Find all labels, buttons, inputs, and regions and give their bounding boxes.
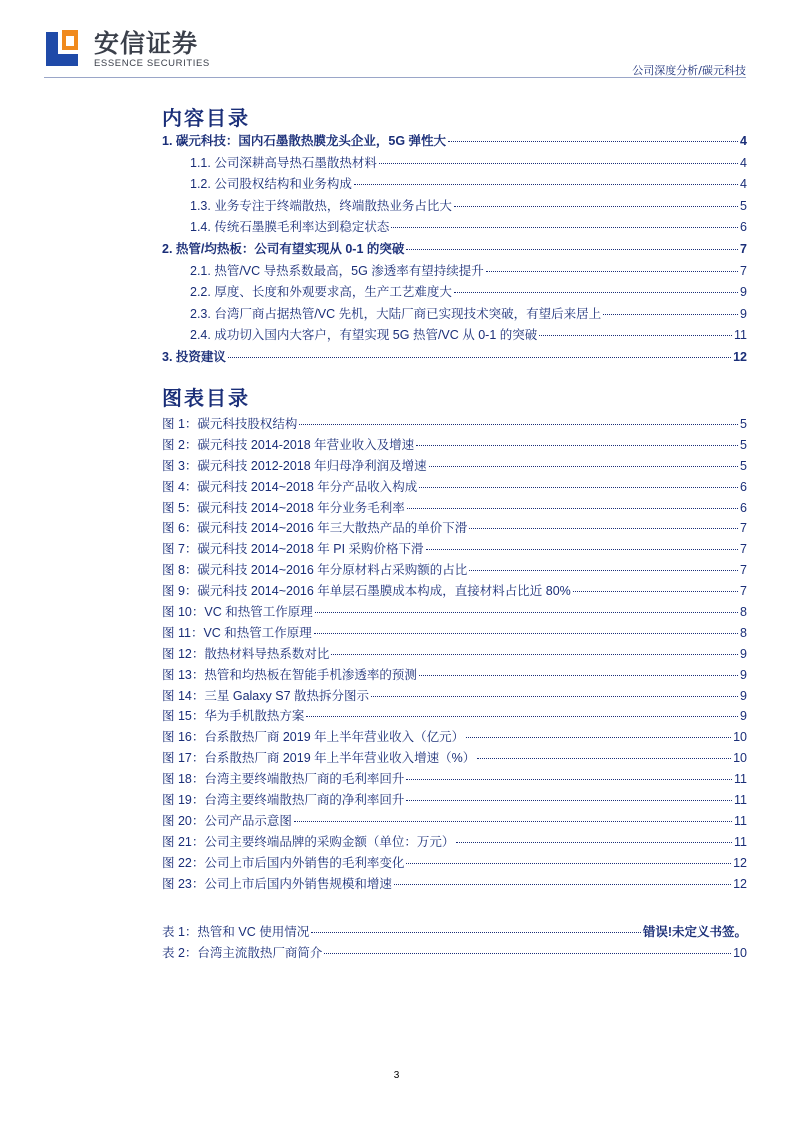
figure-label: 图 23：公司上市后国内外销售规模和增速: [162, 876, 392, 891]
dot-leader: [228, 357, 731, 358]
figure-label: 图 22：公司上市后国内外销售的毛利率变化: [162, 855, 405, 870]
figure-entry[interactable]: [162, 498, 747, 519]
dot-leader: [294, 821, 732, 822]
figure-entry[interactable]: [162, 748, 747, 769]
table-entry[interactable]: [162, 922, 747, 943]
figure-entry[interactable]: [162, 539, 747, 560]
dot-leader: [407, 508, 738, 509]
brand-name-en: ESSENCE SECURITIES: [94, 58, 210, 69]
toc-page-number: 12: [733, 349, 747, 364]
toc-entry[interactable]: [162, 261, 747, 283]
dot-leader: [448, 141, 738, 142]
figure-label: 图 1：碳元科技股权结构: [162, 417, 298, 431]
dot-leader: [406, 249, 738, 250]
toc-entry[interactable]: [162, 282, 747, 304]
toc-label: 2.4. 成功切入国内大客户，有望实现 5G 热管/VC 从 0-1 的突破: [190, 328, 538, 343]
figure-entry[interactable]: [162, 853, 747, 874]
dot-leader: [299, 424, 738, 425]
figure-label: 图 4：碳元科技 2014~2018 年分产品收入构成: [162, 479, 418, 494]
figure-entry[interactable]: [162, 414, 747, 435]
figure-label: 图 2：碳元科技 2014-2018 年营业收入及增速: [162, 437, 415, 452]
toc-page-number: 7: [740, 241, 747, 256]
toc-label: 1.1. 公司深耕高导热石墨散热材料: [190, 155, 377, 170]
figure-page-number: 7: [740, 584, 747, 599]
figure-page-number: 12: [733, 876, 747, 891]
figure-page-number: 5: [740, 417, 747, 431]
figure-entry[interactable]: [162, 727, 747, 748]
dot-leader: [324, 953, 731, 954]
toc-page-number: 9: [740, 306, 747, 321]
figure-page-number: 7: [740, 542, 747, 557]
figure-entry[interactable]: [162, 456, 747, 477]
figure-label: 图 12：散热材料导热系数对比: [162, 646, 330, 661]
toc-entry[interactable]: [162, 153, 747, 175]
essence-logo-icon: [44, 28, 80, 68]
figure-entry[interactable]: [162, 623, 747, 644]
toc-entry[interactable]: [162, 304, 747, 326]
figure-page-number: 8: [740, 625, 747, 640]
toc-page-number: 4: [740, 177, 747, 192]
dot-leader: [306, 716, 738, 717]
dot-leader: [419, 487, 738, 488]
toc-label: 1.2. 公司股权结构和业务构成: [190, 177, 352, 192]
figure-page-number: 11: [734, 772, 747, 787]
figure-page-number: 9: [740, 667, 747, 682]
figure-page-number: 12: [733, 855, 747, 870]
header-divider: [44, 77, 746, 78]
toc-page-number: 11: [734, 328, 747, 343]
figure-entry[interactable]: [162, 686, 747, 707]
figures-list: [162, 414, 747, 894]
dot-leader: [539, 335, 732, 336]
figure-page-number: 10: [733, 730, 747, 745]
figure-page-number: 5: [740, 437, 747, 452]
toc-label: 2.3. 台湾厂商占据热管/VC 先机，大陆厂商已实现技术突破，有望后来居上: [190, 306, 602, 321]
figure-label: 图 9：碳元科技 2014~2016 年单层石墨膜成本构成，直接材料占比近 80%: [162, 584, 571, 599]
report-type-tag: 公司深度分析/碳元科技: [632, 64, 746, 77]
dot-leader: [469, 528, 738, 529]
page-header: [0, 0, 793, 80]
dot-leader: [603, 314, 738, 315]
figure-label: 图 7：碳元科技 2014~2018 年 PI 采购价格下滑: [162, 542, 424, 557]
dot-leader: [394, 884, 731, 885]
table-entry[interactable]: [162, 943, 747, 964]
dot-leader: [371, 696, 738, 697]
table-label: 表 1：热管和 VC 使用情况: [162, 925, 310, 939]
figure-page-number: 10: [733, 751, 747, 766]
figure-entry[interactable]: [162, 811, 747, 832]
figure-entry[interactable]: [162, 874, 747, 895]
toc-page-number: 4: [740, 155, 747, 170]
figure-label: 图 21：公司主要终端品牌的采购金额（单位：万元）: [162, 834, 455, 849]
toc-entry[interactable]: [162, 131, 747, 153]
toc-page-number: 5: [740, 198, 747, 213]
dot-leader: [416, 445, 738, 446]
figure-page-number: 9: [740, 646, 747, 661]
dot-leader: [331, 654, 738, 655]
toc-list: [162, 131, 747, 369]
figure-entry[interactable]: [162, 665, 747, 686]
tables-list: [162, 922, 747, 964]
toc-label: 3. 投资建议: [162, 349, 226, 364]
figure-label: 图 14：三星 Galaxy S7 散热拆分图示: [162, 688, 369, 703]
dot-leader: [454, 292, 738, 293]
figure-label: 图 5：碳元科技 2014~2018 年分业务毛利率: [162, 500, 405, 515]
figure-page-number: 6: [740, 479, 747, 494]
dot-leader: [315, 612, 738, 613]
figure-label: 图 15：华为手机散热方案: [162, 709, 305, 724]
figure-label: 图 13：热管和均热板在智能手机渗透率的预测: [162, 667, 417, 682]
figure-label: 图 10：VC 和热管工作原理: [162, 605, 313, 620]
toc-label: 2.1. 热管/VC 导热系数最高，5G 渗透率有望持续提升: [190, 263, 484, 278]
figure-entry[interactable]: [162, 832, 747, 853]
figure-page-number: 11: [734, 834, 747, 849]
figure-entry[interactable]: [162, 790, 747, 811]
toc-page-number: 6: [740, 220, 747, 235]
dot-leader: [454, 206, 738, 207]
dot-leader: [573, 591, 738, 592]
toc-page-number: 4: [740, 134, 747, 148]
toc-page-number: 7: [740, 263, 747, 278]
toc-page-number: 9: [740, 285, 747, 300]
page-number: 3: [393, 1070, 400, 1081]
dot-leader: [469, 570, 738, 571]
figure-page-number: 7: [740, 521, 747, 536]
toc-entry[interactable]: [162, 196, 747, 218]
dot-leader: [406, 800, 732, 801]
toc-entry[interactable]: [162, 347, 747, 369]
figure-label: 图 16：台系散热厂商 2019 年上半年营业收入（亿元）: [162, 730, 465, 745]
dot-leader: [419, 675, 738, 676]
figures-title: 图表目录: [162, 386, 250, 410]
dot-leader: [354, 184, 738, 185]
dot-leader: [466, 737, 731, 738]
figure-label: 图 6：碳元科技 2014~2016 年三大散热产品的单价下滑: [162, 521, 468, 536]
toc-title: 内容目录: [162, 106, 250, 130]
figure-label: 图 20：公司产品示意图: [162, 813, 292, 828]
dot-leader: [486, 271, 738, 272]
figure-page-number: 9: [740, 688, 747, 703]
figure-label: 图 19：台湾主要终端散热厂商的净利率回升: [162, 793, 405, 808]
dot-leader: [456, 842, 732, 843]
figure-page-number: 5: [740, 458, 747, 473]
figure-entry[interactable]: [162, 581, 747, 602]
figure-page-number: 6: [740, 500, 747, 515]
figure-label: 图 3：碳元科技 2012-2018 年归母净利润及增速: [162, 458, 427, 473]
dot-leader: [314, 633, 738, 634]
dot-leader: [406, 779, 732, 780]
figure-entry[interactable]: [162, 518, 747, 539]
figure-entry[interactable]: [162, 769, 747, 790]
dot-leader: [426, 549, 739, 550]
figure-entry[interactable]: [162, 602, 747, 623]
dot-leader: [406, 863, 731, 864]
toc-label: 1.4. 传统石墨膜毛利率达到稳定状态: [190, 220, 390, 235]
brand-name-cn: 安信证券: [94, 29, 199, 58]
toc-label: 1.3. 业务专注于终端散热，终端散热业务占比大: [190, 198, 452, 213]
table-label: 表 2：台湾主流散热厂商简介: [162, 945, 323, 960]
figure-page-number: 11: [734, 813, 747, 828]
figure-label: 图 17：台系散热厂商 2019 年上半年营业收入增速（%）: [162, 751, 476, 766]
figure-entry[interactable]: [162, 644, 747, 665]
dot-leader: [429, 466, 738, 467]
dot-leader: [311, 932, 641, 933]
figure-entry[interactable]: [162, 706, 747, 727]
figure-label: 图 11：VC 和热管工作原理: [162, 625, 312, 640]
figure-page-number: 9: [740, 709, 747, 724]
figure-entry[interactable]: [162, 560, 747, 581]
figure-label: 图 8：碳元科技 2014~2016 年分原材料占采购额的占比: [162, 563, 468, 578]
toc-entry[interactable]: [162, 325, 747, 347]
toc-label: 2. 热管/均热板：公司有望实现从 0-1 的突破: [162, 241, 405, 256]
figure-page-number: 7: [740, 563, 747, 578]
dot-leader: [477, 758, 731, 759]
toc-entry[interactable]: [162, 174, 747, 196]
figure-page-number: 8: [740, 605, 747, 620]
dot-leader: [379, 163, 738, 164]
figure-label: 图 18：台湾主要终端散热厂商的毛利率回升: [162, 772, 405, 787]
toc-label: 1. 碳元科技：国内石墨散热膜龙头企业，5G 弹性大: [162, 134, 447, 148]
figure-page-number: 11: [734, 793, 747, 808]
figure-entry[interactable]: [162, 435, 747, 456]
toc-entry[interactable]: [162, 239, 747, 261]
table-page-number: 10: [733, 945, 747, 960]
figure-entry[interactable]: [162, 477, 747, 498]
toc-entry[interactable]: [162, 217, 747, 239]
toc-label: 2.2. 厚度、长度和外观要求高，生产工艺难度大: [190, 285, 452, 300]
table-page-number: 错误!未定义书签。: [642, 925, 747, 939]
dot-leader: [391, 227, 738, 228]
